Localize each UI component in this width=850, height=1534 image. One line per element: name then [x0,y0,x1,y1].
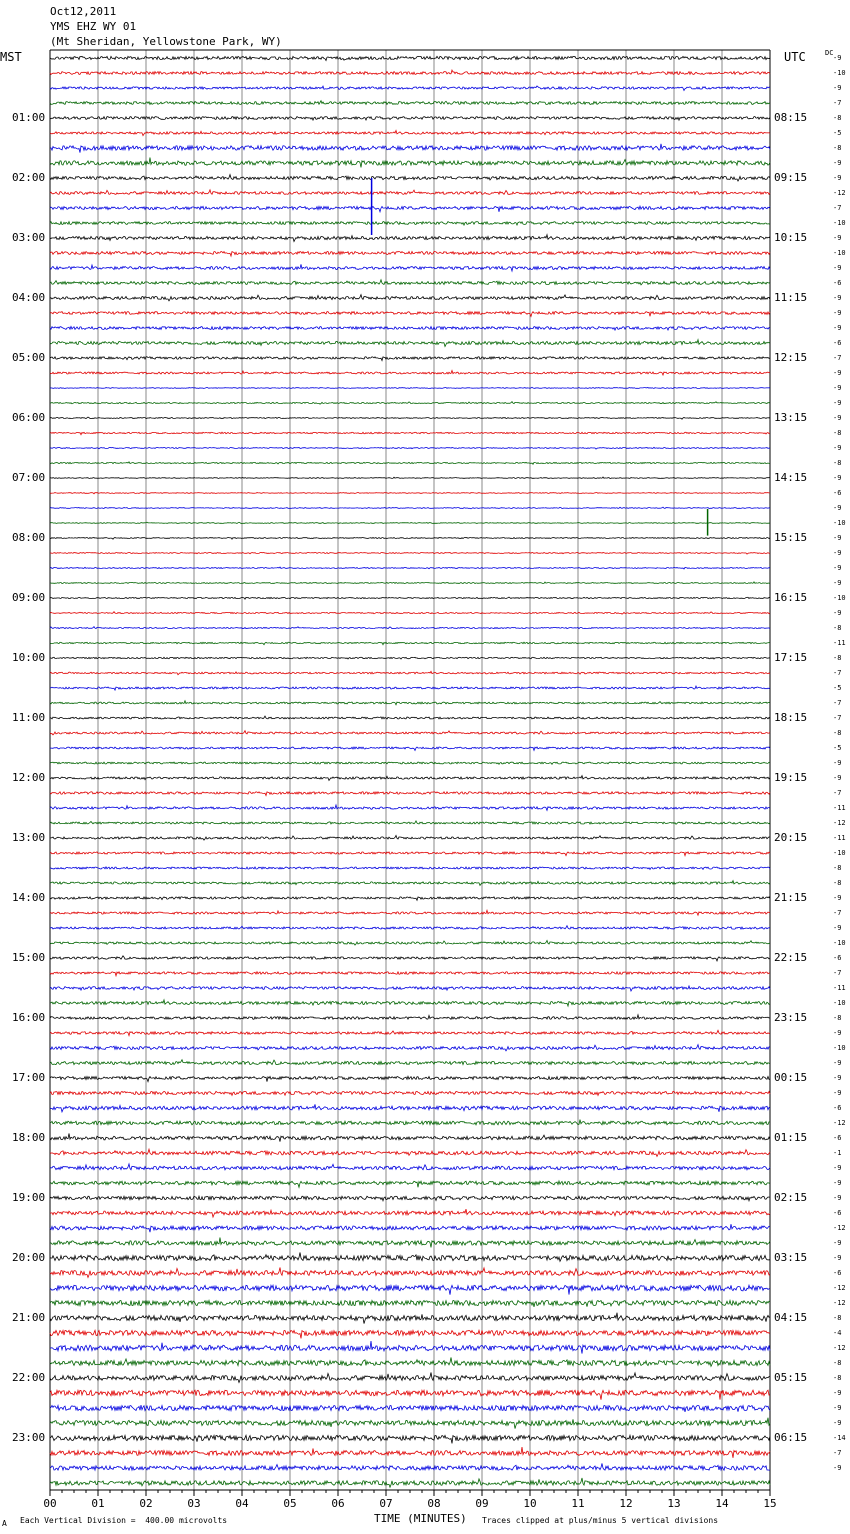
x-tick-label-11: 11 [571,1497,585,1510]
trace-row-48 [50,776,770,781]
trace-row-45 [50,731,770,735]
x-tick-label-0: 00 [43,1497,57,1510]
header-station: YMS EHZ WY 01 [50,20,137,33]
mst-hour-label: 07:00 [12,471,46,484]
dc-offset-label: -9 [833,534,842,542]
trace-row-19 [50,340,770,347]
dc-offset-label: -7 [833,1449,842,1457]
trace-row-50 [50,805,770,810]
dc-offset-label: -9 [833,759,842,767]
utc-hour-label: 19:15 [774,771,808,784]
utc-hour-label: 11:15 [774,291,808,304]
trace-row-52 [50,836,770,841]
trace-row-93 [50,1447,770,1458]
trace-row-15 [50,280,770,285]
utc-hour-label: 03:15 [774,1251,808,1264]
trace-row-70 [50,1104,770,1112]
dc-offset-label: -9 [833,414,842,422]
x-tick-label-8: 08 [427,1497,441,1510]
dc-offset-label: -11 [833,984,846,992]
dc-offset-label: -9 [833,924,842,932]
dc-offset-label: -9 [833,609,842,617]
trace-row-47 [50,762,770,764]
dc-offset-label: -9 [833,579,842,587]
x-tick-label-4: 04 [235,1497,249,1510]
trace-row-69 [50,1091,770,1095]
dc-label: DC [825,49,834,57]
mst-hour-label: 14:00 [12,891,46,904]
trace-row-53 [50,852,770,856]
utc-hour-label: 14:15 [774,471,808,484]
dc-offset-label: -12 [833,1299,846,1307]
dc-offset-label: -7 [833,789,842,797]
dc-offset-label: -8 [833,144,842,152]
dc-offset-label: -9 [833,1194,842,1202]
trace-row-71 [50,1120,770,1125]
mst-hour-label: 22:00 [12,1371,46,1384]
dc-offset-label: -9 [833,54,842,62]
trace-row-55 [50,881,770,886]
dc-offset-label: -10 [833,999,846,1007]
trace-row-82 [50,1285,770,1295]
trace-row-90 [50,1405,770,1412]
dc-offset-label: -6 [833,339,842,347]
utc-hour-label: 00:15 [774,1071,808,1084]
trace-row-32 [50,537,770,539]
clip-note: Traces clipped at plus/minus 5 vertical divisions [482,1516,719,1525]
trace-row-7 [50,158,770,168]
mst-hour-label: 17:00 [12,1071,46,1084]
trace-row-95 [50,1478,770,1487]
trace-row-0 [50,56,770,60]
dc-offset-label: -6 [833,954,842,962]
dc-offset-label: -10 [833,594,846,602]
scale-note: Each Vertical Division = 400.00 microvolts [20,1516,228,1525]
utc-hour-label: 17:15 [774,651,808,664]
dc-offset-label: -12 [833,1224,846,1232]
trace-row-29 [50,492,770,494]
left-timezone-label: MST [0,50,22,64]
trace-row-86 [50,1341,770,1354]
utc-hour-label: 15:15 [774,531,808,544]
dc-offset-label: -8 [833,429,842,437]
mst-hour-label: 20:00 [12,1251,46,1264]
trace-row-88 [50,1373,770,1383]
trace-row-49 [50,792,770,796]
trace-row-91 [50,1418,770,1429]
trace-row-58 [50,926,770,929]
x-tick-label-15: 15 [763,1497,777,1510]
utc-hour-label: 13:15 [774,411,808,424]
trace-row-25 [50,432,770,435]
dc-offset-label: -9 [833,324,842,332]
x-tick-label-13: 13 [667,1497,681,1510]
dc-offset-label: -9 [833,84,842,92]
trace-row-80 [50,1253,770,1262]
utc-hour-label: 22:15 [774,951,808,964]
dc-offset-label: -9 [833,1419,842,1427]
trace-row-76 [50,1196,770,1201]
mst-hour-label: 16:00 [12,1011,46,1024]
trace-row-46 [50,747,770,751]
mst-hour-label: 19:00 [12,1191,46,1204]
dc-offset-label: -6 [833,489,842,497]
utc-hour-label: 20:15 [774,831,808,844]
dc-offset-label: -6 [833,1104,842,1112]
trace-row-78 [50,1224,770,1232]
trace-row-54 [50,867,770,870]
trace-row-63 [50,1000,770,1006]
dc-offset-label: -7 [833,699,842,707]
dc-offset-label: -9 [833,294,842,302]
trace-row-12 [50,235,770,242]
dc-offset-label: -9 [833,1164,842,1172]
dc-offset-label: -9 [833,1389,842,1397]
trace-row-31 [50,522,770,523]
trace-row-4 [50,117,770,121]
trace-row-2 [50,86,770,91]
trace-row-44 [50,716,770,719]
dc-offset-label: -11 [833,639,846,647]
dc-offset-label: -7 [833,714,842,722]
dc-offset-label: -12 [833,189,846,197]
mst-hour-label: 10:00 [12,651,46,664]
dc-offset-label: -11 [833,834,846,842]
mst-hour-label: 06:00 [12,411,46,424]
trace-row-26 [50,447,770,449]
dc-offset-label: -10 [833,1044,846,1052]
dc-offset-label: -7 [833,204,842,212]
trace-row-41 [50,671,770,674]
dc-offset-label: -9 [833,264,842,272]
trace-row-1 [50,70,770,74]
trace-row-64 [50,1015,770,1020]
dc-offset-label: -7 [833,669,842,677]
dc-offset-label: -11 [833,804,846,812]
trace-row-35 [50,582,770,584]
dc-offset-label: -6 [833,1209,842,1217]
utc-hour-label: 05:15 [774,1371,808,1384]
x-tick-label-6: 06 [331,1497,345,1510]
mst-hour-label: 09:00 [12,591,46,604]
mst-hour-label: 01:00 [12,111,46,124]
mst-hour-label: 21:00 [12,1311,46,1324]
x-tick-label-10: 10 [523,1497,537,1510]
trace-row-59 [50,941,770,946]
mst-hour-label: 18:00 [12,1131,46,1144]
header-location: (Mt Sheridan, Yellowstone Park, WY) [50,35,282,48]
utc-hour-label: 06:15 [774,1431,808,1444]
dc-offset-label: -7 [833,99,842,107]
trace-row-81 [50,1268,770,1278]
event-spikes [372,178,708,536]
trace-row-62 [50,986,770,991]
trace-row-28 [50,477,770,478]
mst-hour-label: 23:00 [12,1431,46,1444]
x-tick-label-9: 09 [475,1497,489,1510]
dc-offset-label: -10 [833,249,846,257]
dc-offset-label: -8 [833,654,842,662]
dc-offset-label: -8 [833,729,842,737]
header-date: Oct12,2011 [50,5,117,18]
trace-row-24 [50,417,770,419]
dc-offset-label: -8 [833,1014,842,1022]
utc-hour-label: 16:15 [774,591,808,604]
trace-row-73 [50,1149,770,1156]
dc-offset-label: -9 [833,159,842,167]
mst-hour-label: 08:00 [12,531,46,544]
dc-offset-label: -6 [833,1134,842,1142]
dc-offset-label: -5 [833,684,842,692]
dc-offset-label: -12 [833,1284,846,1292]
dc-offset-label: -9 [833,399,842,407]
trace-row-33 [50,553,770,555]
dc-offset-label: -6 [833,279,842,287]
trace-row-37 [50,612,770,614]
trace-row-57 [50,910,770,915]
trace-row-30 [50,507,770,509]
utc-hour-label: 01:15 [774,1131,808,1144]
footer-mark: A [2,1519,7,1528]
trace-row-3 [50,101,770,105]
trace-row-67 [50,1060,770,1065]
dc-offset-label: -8 [833,1374,842,1382]
dc-offset-label: -8 [833,114,842,122]
time-axis [43,1490,776,1510]
dc-offset-label: -7 [833,969,842,977]
mst-hour-label: 02:00 [12,171,46,184]
trace-row-51 [50,821,770,824]
dc-offset-label: -8 [833,1359,842,1367]
dc-offset-label: -7 [833,909,842,917]
trace-rows [50,56,770,1487]
trace-row-6 [50,144,770,153]
trace-row-40 [50,657,770,659]
mst-hour-label: 11:00 [12,711,46,724]
mst-hour-label: 05:00 [12,351,46,364]
trace-row-84 [50,1313,770,1324]
mst-hour-label: 04:00 [12,291,46,304]
dc-offset-label: -12 [833,819,846,827]
dc-offset-label: -9 [833,1179,842,1187]
trace-row-9 [50,190,770,195]
trace-row-8 [50,175,770,181]
x-tick-label-12: 12 [619,1497,633,1510]
dc-offset-label: -9 [833,234,842,242]
dc-offset-label: -5 [833,129,842,137]
mst-hour-label: 15:00 [12,951,46,964]
trace-row-74 [50,1164,770,1170]
trace-row-61 [50,972,770,976]
dc-offset-label: -8 [833,459,842,467]
dc-offset-label: -4 [833,1329,842,1337]
trace-row-27 [50,462,770,465]
utc-hour-label: 23:15 [774,1011,808,1024]
trace-row-39 [50,642,770,645]
x-axis-label: TIME (MINUTES) [374,1512,467,1525]
right-timezone-label: UTC [784,50,806,64]
dc-offset-label: -9 [833,1239,842,1247]
trace-row-10 [50,206,770,212]
x-tick-label-7: 07 [379,1497,393,1510]
mst-hour-label: 03:00 [12,231,46,244]
trace-row-43 [50,701,770,705]
x-tick-label-5: 05 [283,1497,297,1510]
trace-row-36 [50,597,770,599]
trace-row-92 [50,1435,770,1443]
dc-offset-label: -12 [833,1344,846,1352]
trace-row-68 [50,1076,770,1081]
dc-offset-label: -5 [833,744,842,752]
dc-offset-label: -10 [833,849,846,857]
dc-offset-label: -10 [833,69,846,77]
dc-offset-label: -9 [833,564,842,572]
trace-row-22 [50,387,770,388]
dc-offset-label: -9 [833,774,842,782]
trace-row-66 [50,1045,770,1051]
utc-hour-label: 21:15 [774,891,808,904]
minute-grid [50,50,770,1490]
x-tick-label-1: 01 [91,1497,105,1510]
trace-row-5 [50,131,770,136]
dc-offset-label: -9 [833,444,842,452]
dc-offset-label: -9 [833,1059,842,1067]
dc-offset-label: -8 [833,879,842,887]
dc-offset-label: -6 [833,1269,842,1277]
trace-row-16 [50,295,770,301]
utc-hour-label: 09:15 [774,171,808,184]
dc-offset-label: -9 [833,1464,842,1472]
mst-hour-label: 13:00 [12,831,46,844]
x-tick-label-2: 02 [139,1497,153,1510]
dc-offset-label: -8 [833,624,842,632]
x-tick-label-14: 14 [715,1497,729,1510]
dc-offset-label: -10 [833,519,846,527]
dc-offset-label: -10 [833,219,846,227]
trace-row-77 [50,1209,770,1217]
trace-row-20 [50,357,770,361]
dc-offset-label: -9 [833,1089,842,1097]
dc-offset-label: -9 [833,1074,842,1082]
trace-row-75 [50,1181,770,1187]
dc-offset-label: -9 [833,894,842,902]
trace-row-13 [50,252,770,257]
trace-row-34 [50,567,770,569]
dc-offset-label: -9 [833,384,842,392]
utc-hour-label: 12:15 [774,351,808,364]
trace-row-79 [50,1238,770,1248]
trace-row-23 [50,402,770,405]
trace-row-65 [50,1030,770,1035]
trace-row-14 [50,264,770,271]
dc-offset-label: -9 [833,549,842,557]
utc-hour-label: 02:15 [774,1191,808,1204]
trace-row-21 [50,371,770,376]
utc-hour-label: 04:15 [774,1311,808,1324]
dc-offset-label: -7 [833,354,842,362]
trace-row-18 [50,327,770,331]
dc-offset-label: -1 [833,1149,842,1157]
utc-hour-label: 10:15 [774,231,808,244]
trace-row-42 [50,686,770,690]
utc-hour-label: 08:15 [774,111,808,124]
trace-row-87 [50,1358,770,1367]
dc-offset-label: -9 [833,369,842,377]
utc-hour-label: 18:15 [774,711,808,724]
trace-row-11 [50,222,770,226]
dc-offset-label: -9 [833,504,842,512]
dc-offset-label: -8 [833,864,842,872]
dc-offset-label: -9 [833,174,842,182]
trace-row-17 [50,312,770,317]
trace-row-56 [50,897,770,900]
dc-offset-label: -9 [833,1029,842,1037]
dc-offset-label: -9 [833,1404,842,1412]
trace-row-83 [50,1300,770,1307]
dc-offset-label: -9 [833,474,842,482]
trace-row-85 [50,1330,770,1338]
trace-row-38 [50,627,770,629]
trace-row-89 [50,1390,770,1400]
trace-row-60 [50,956,770,961]
dc-offset-label: -8 [833,1314,842,1322]
mst-hour-label: 12:00 [12,771,46,784]
dc-offset-label: -14 [833,1434,846,1442]
trace-row-72 [50,1134,770,1142]
x-tick-label-3: 03 [187,1497,201,1510]
dc-offset-label: -9 [833,309,842,317]
dc-offset-label: -10 [833,939,846,947]
dc-offset-label: -12 [833,1119,846,1127]
dc-offset-label: -9 [833,1254,842,1262]
trace-row-94 [50,1463,770,1470]
